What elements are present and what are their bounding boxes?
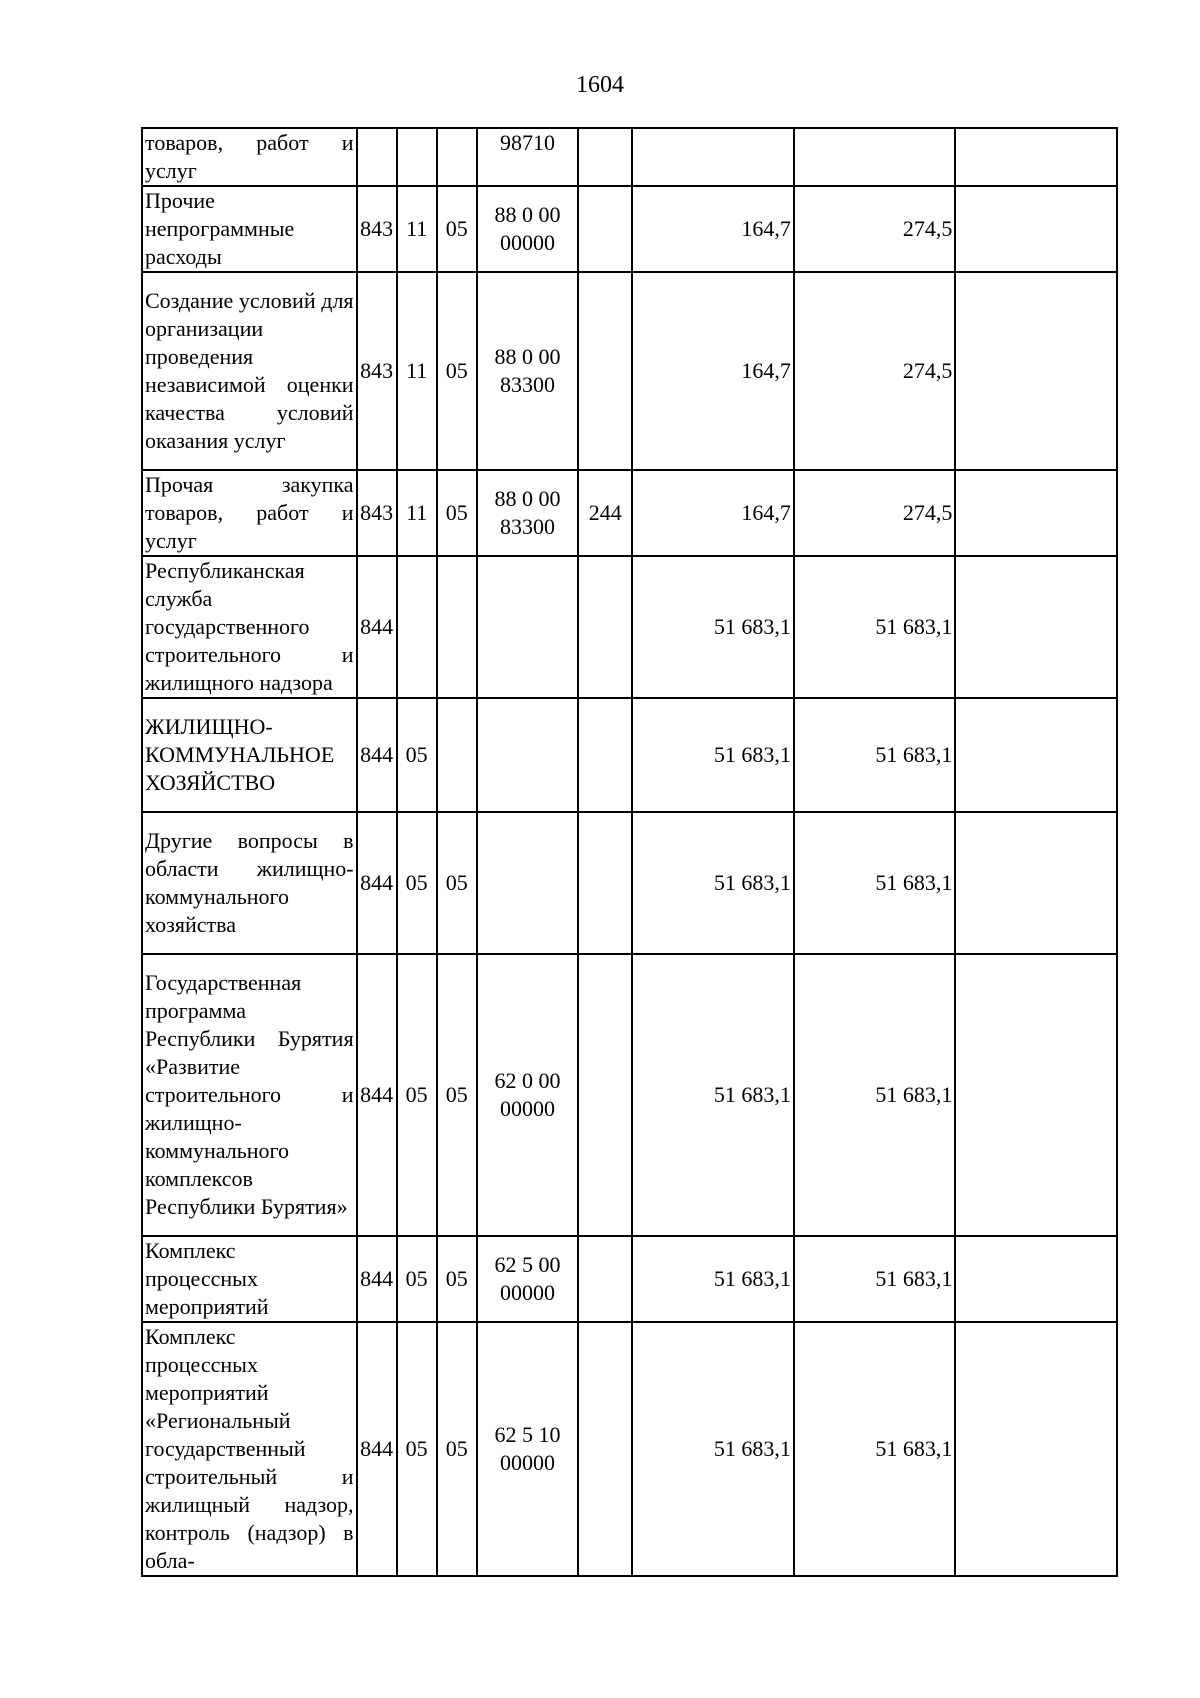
row-rz <box>397 556 437 698</box>
row-rz: 05 <box>397 1236 437 1322</box>
row-vr <box>578 698 632 812</box>
table-body <box>142 128 1117 1576</box>
table-row <box>142 272 1117 470</box>
table-row <box>142 186 1117 272</box>
row-rz: 05 <box>397 812 437 954</box>
table-row <box>142 1322 1117 1576</box>
row-extra <box>955 272 1117 470</box>
row-sum1 <box>632 128 794 186</box>
row-vr <box>578 556 632 698</box>
row-grbs: 843 <box>357 186 397 272</box>
row-extra <box>955 186 1117 272</box>
row-csr: 62 5 10 00000 <box>477 1322 578 1576</box>
row-sum1: 51 683,1 <box>632 698 794 812</box>
row-sum2: 51 683,1 <box>794 556 956 698</box>
row-rz: 11 <box>397 186 437 272</box>
row-pr: 05 <box>437 1236 477 1322</box>
row-pr <box>437 556 477 698</box>
row-rz: 05 <box>397 954 437 1236</box>
row-grbs <box>357 128 397 186</box>
row-pr: 05 <box>437 1322 477 1576</box>
row-sum2: 274,5 <box>794 186 956 272</box>
row-vr <box>578 1236 632 1322</box>
row-extra <box>955 1236 1117 1322</box>
row-name: Комплекс процессных мероприятий <box>142 1236 357 1322</box>
row-sum2: 274,5 <box>794 470 956 556</box>
row-csr <box>477 556 578 698</box>
row-pr: 05 <box>437 470 477 556</box>
row-pr: 05 <box>437 186 477 272</box>
row-name: Государственная программа Республики Бурятия «Развитие строительного и жилищно-коммунального комплексов Республики Бурятия» <box>142 954 357 1236</box>
row-rz: 05 <box>397 1322 437 1576</box>
row-sum2: 51 683,1 <box>794 1236 956 1322</box>
row-extra <box>955 698 1117 812</box>
row-csr: 88 0 00 83300 <box>477 470 578 556</box>
row-vr <box>578 954 632 1236</box>
row-csr: 98710 <box>477 128 578 186</box>
budget-table <box>141 127 1118 1577</box>
row-rz: 11 <box>397 272 437 470</box>
row-name: Республиканская служба государственного строительного и жилищного надзора <box>142 556 357 698</box>
row-extra <box>955 128 1117 186</box>
row-sum1: 51 683,1 <box>632 812 794 954</box>
table-row <box>142 128 1117 186</box>
row-pr: 05 <box>437 272 477 470</box>
row-name: Прочая закупка товаров, работ и услуг <box>142 470 357 556</box>
row-csr: 88 0 00 00000 <box>477 186 578 272</box>
row-sum1: 51 683,1 <box>632 556 794 698</box>
row-grbs: 844 <box>357 1236 397 1322</box>
row-sum1: 51 683,1 <box>632 954 794 1236</box>
row-name: Комплекс процессных мероприятий «Региональный государственный строительный и жилищный надзор, контроль (надзор) в обла- <box>142 1322 357 1576</box>
row-extra <box>955 470 1117 556</box>
row-extra <box>955 812 1117 954</box>
row-vr <box>578 128 632 186</box>
row-extra <box>955 954 1117 1236</box>
row-vr <box>578 1322 632 1576</box>
row-csr: 88 0 00 83300 <box>477 272 578 470</box>
table-row <box>142 698 1117 812</box>
row-extra <box>955 1322 1117 1576</box>
page-number: 1604 <box>576 72 624 98</box>
row-name: Создание условий для организации проведения независимой оценки качества условий оказания услуг <box>142 272 357 470</box>
row-name: Другие вопросы в области жилищно-коммунального хозяйства <box>142 812 357 954</box>
row-sum2: 51 683,1 <box>794 812 956 954</box>
row-grbs: 844 <box>357 556 397 698</box>
row-vr <box>578 812 632 954</box>
table-row <box>142 812 1117 954</box>
row-grbs: 844 <box>357 812 397 954</box>
row-sum1: 164,7 <box>632 470 794 556</box>
row-sum1: 51 683,1 <box>632 1236 794 1322</box>
row-grbs: 844 <box>357 954 397 1236</box>
row-vr: 244 <box>578 470 632 556</box>
row-extra <box>955 556 1117 698</box>
row-pr: 05 <box>437 812 477 954</box>
row-csr <box>477 698 578 812</box>
row-name: ЖИЛИЩНО-КОММУНАЛЬНОЕ ХОЗЯЙСТВО <box>142 698 357 812</box>
row-grbs: 844 <box>357 698 397 812</box>
row-sum2: 274,5 <box>794 272 956 470</box>
row-sum1: 164,7 <box>632 272 794 470</box>
table-row <box>142 556 1117 698</box>
row-grbs: 843 <box>357 272 397 470</box>
row-rz <box>397 128 437 186</box>
row-csr: 62 5 00 00000 <box>477 1236 578 1322</box>
row-pr <box>437 698 477 812</box>
row-sum1: 51 683,1 <box>632 1322 794 1576</box>
row-name: товаров, работ и услуг <box>142 128 357 186</box>
table-row <box>142 1236 1117 1322</box>
row-sum1: 164,7 <box>632 186 794 272</box>
row-rz: 11 <box>397 470 437 556</box>
row-pr <box>437 128 477 186</box>
row-grbs: 844 <box>357 1322 397 1576</box>
row-csr: 62 0 00 00000 <box>477 954 578 1236</box>
row-pr: 05 <box>437 954 477 1236</box>
row-sum2 <box>794 128 956 186</box>
row-name: Прочие непрограммные расходы <box>142 186 357 272</box>
row-rz: 05 <box>397 698 437 812</box>
table-row <box>142 954 1117 1236</box>
row-sum2: 51 683,1 <box>794 954 956 1236</box>
row-csr <box>477 812 578 954</box>
row-vr <box>578 272 632 470</box>
row-sum2: 51 683,1 <box>794 1322 956 1576</box>
row-sum2: 51 683,1 <box>794 698 956 812</box>
table-row <box>142 470 1117 556</box>
row-vr <box>578 186 632 272</box>
row-grbs: 843 <box>357 470 397 556</box>
